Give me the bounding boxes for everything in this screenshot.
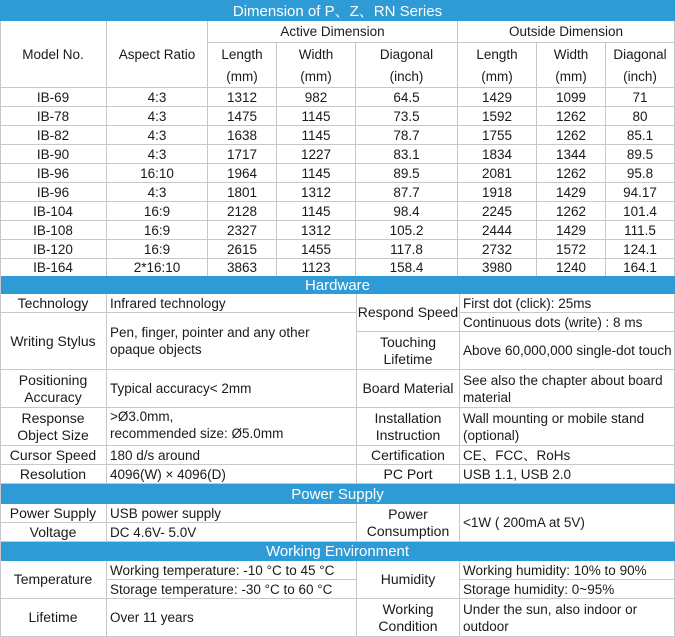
active-width-cell: 1145 (277, 164, 356, 183)
cursor-speed-label: Cursor Speed (0, 446, 107, 465)
touching-lifetime-value: Above 60,000,000 single-dot touch (460, 332, 675, 370)
active-length-cell: 1312 (208, 88, 277, 107)
model-cell: IB-120 (0, 240, 107, 259)
pc-port-label: PC Port (357, 465, 460, 484)
working-environment-band (0, 542, 675, 561)
active-diagonal-cell: 83.1 (356, 145, 458, 164)
working-condition-value: Under the sun, also indoor or outdoor (460, 599, 675, 637)
power-supply-label: Power Supply (0, 504, 107, 523)
outside-width-cell: 1240 (537, 259, 606, 276)
active-length-cell: 2128 (208, 202, 277, 221)
active-diagonal-cell: 89.5 (356, 164, 458, 183)
humidity-label: Humidity (357, 561, 460, 599)
outside-diagonal-unit: (inch) (606, 66, 675, 88)
model-cell: IB-104 (0, 202, 107, 221)
active-diagonal-unit: (inch) (356, 66, 458, 88)
outside-width-cell: 1572 (537, 240, 606, 259)
writing-stylus-label: Writing Stylus (0, 313, 107, 370)
power-consumption-value: <1W ( 200mA at 5V) (460, 504, 675, 542)
voltage-value: DC 4.6V- 5.0V (107, 523, 357, 542)
certification-value: CE、FCC、RoHs (460, 446, 675, 465)
active-width-cell: 1312 (277, 183, 356, 202)
outside-length-cell: 1429 (458, 88, 537, 107)
respond-speed-value-1: First dot (click): 25ms (460, 294, 675, 313)
working-environment-title: Working Environment (265, 543, 410, 560)
active-diagonal-cell: 73.5 (356, 107, 458, 126)
outer-left-border (0, 21, 1, 637)
active-width-cell: 1312 (277, 221, 356, 240)
outside-width-cell: 1099 (537, 88, 606, 107)
working-condition-label: Working Condition (357, 599, 460, 637)
outside-length-cell: 2245 (458, 202, 537, 221)
active-length-cell: 1964 (208, 164, 277, 183)
aspect-cell: 16:9 (107, 240, 208, 259)
active-width-cell: 1145 (277, 126, 356, 145)
writing-stylus-value: Pen, finger, pointer and any other opaque objects (107, 313, 357, 370)
outside-diagonal-cell: 124.1 (606, 240, 675, 259)
temperature-label: Temperature (0, 561, 107, 599)
model-header: Model No. (0, 21, 107, 88)
aspect-cell: 4:3 (107, 107, 208, 126)
pc-port-value: USB 1.1, USB 2.0 (460, 465, 675, 484)
model-cell: IB-90 (0, 145, 107, 164)
outside-width-cell: 1262 (537, 202, 606, 221)
board-material-value: See also the chapter about board material (460, 370, 675, 408)
power-supply-band (0, 484, 675, 504)
power-supply-title: Power Supply (291, 485, 384, 503)
active-width-cell: 1227 (277, 145, 356, 164)
response-object-value-line1: >Ø3.0mm, (110, 409, 174, 424)
lifetime-value: Over 11 years (107, 599, 357, 637)
model-cell: IB-96 (0, 164, 107, 183)
working-humidity-value: Working humidity: 10% to 90% (460, 561, 675, 580)
model-cell: IB-96 (0, 183, 107, 202)
model-cell: IB-108 (0, 221, 107, 240)
outside-length-cell: 1592 (458, 107, 537, 126)
outside-length-unit: (mm) (458, 66, 537, 88)
active-width-cell: 1455 (277, 240, 356, 259)
aspect-cell: 4:3 (107, 126, 208, 145)
outside-diagonal-cell: 164.1 (606, 259, 675, 276)
cursor-speed-value: 180 d/s around (107, 446, 357, 465)
storage-humidity-value: Storage humidity: 0~95% (460, 580, 675, 599)
active-diagonal-header: Diagonal (356, 43, 458, 66)
outside-length-header: Length (458, 43, 537, 66)
aspect-cell: 16:9 (107, 202, 208, 221)
active-length-cell: 3863 (208, 259, 277, 276)
aspect-header: Aspect Ratio (107, 21, 208, 88)
active-width-unit: (mm) (277, 66, 356, 88)
outside-width-cell: 1429 (537, 183, 606, 202)
outside-length-cell: 2732 (458, 240, 537, 259)
aspect-cell: 16:10 (107, 164, 208, 183)
aspect-cell: 4:3 (107, 183, 208, 202)
outside-width-cell: 1262 (537, 164, 606, 183)
installation-label: Installation Instruction (357, 408, 460, 446)
installation-value: Wall mounting or mobile stand (optional) (460, 408, 675, 446)
outside-diagonal-cell: 89.5 (606, 145, 675, 164)
positioning-value: Typical accuracy< 2mm (107, 370, 357, 408)
voltage-label: Voltage (0, 523, 107, 542)
active-length-unit: (mm) (208, 66, 277, 88)
power-consumption-label: Power Consumption (357, 504, 460, 542)
outside-diagonal-cell: 71 (606, 88, 675, 107)
outside-diagonal-cell: 111.5 (606, 221, 675, 240)
outside-diagonal-cell: 80 (606, 107, 675, 126)
model-cell: IB-78 (0, 107, 107, 126)
active-diagonal-cell: 98.4 (356, 202, 458, 221)
active-diagonal-cell: 78.7 (356, 126, 458, 145)
outside-length-cell: 2081 (458, 164, 537, 183)
technology-value: Infrared technology (107, 294, 357, 313)
active-width-header: Width (277, 43, 356, 66)
board-material-label: Board Material (357, 370, 460, 408)
active-length-cell: 1475 (208, 107, 277, 126)
power-supply-value: USB power supply (107, 504, 357, 523)
outside-width-header: Width (537, 43, 606, 66)
active-width-cell: 1145 (277, 202, 356, 221)
lifetime-label: Lifetime (0, 599, 107, 637)
dimension-title-band (0, 0, 675, 21)
active-length-cell: 2615 (208, 240, 277, 259)
active-width-cell: 1123 (277, 259, 356, 276)
working-temperature-value: Working temperature: -10 °C to 45 °C (107, 561, 357, 580)
hardware-band (0, 276, 675, 294)
active-diagonal-cell: 64.5 (356, 88, 458, 107)
model-cell: IB-164 (0, 259, 107, 276)
active-dimension-header: Active Dimension (208, 21, 458, 43)
active-diagonal-cell: 87.7 (356, 183, 458, 202)
outside-length-cell: 2444 (458, 221, 537, 240)
active-length-header: Length (208, 43, 277, 66)
outside-diagonal-header: Diagonal (606, 43, 675, 66)
outside-diagonal-cell: 95.8 (606, 164, 675, 183)
active-diagonal-cell: 158.4 (356, 259, 458, 276)
aspect-cell: 4:3 (107, 145, 208, 164)
response-object-value-line2: recommended size: Ø5.0mm (110, 426, 284, 441)
response-object-label: Response Object Size (0, 408, 107, 446)
respond-speed-label: Respond Speed (357, 294, 460, 332)
model-cell: IB-69 (0, 88, 107, 107)
dimension-title: Dimension of P、Z、RN Series (232, 3, 443, 20)
hardware-title: Hardware (304, 276, 371, 294)
resolution-label: Resolution (0, 465, 107, 484)
active-length-cell: 1801 (208, 183, 277, 202)
respond-speed-value-2: Continuous dots (write) : 8 ms (460, 313, 675, 332)
positioning-label: Positioning Accuracy (0, 370, 107, 408)
outside-width-unit: (mm) (537, 66, 606, 88)
outside-length-cell: 1918 (458, 183, 537, 202)
outside-width-cell: 1344 (537, 145, 606, 164)
aspect-cell: 2*16:10 (107, 259, 208, 276)
active-diagonal-cell: 117.8 (356, 240, 458, 259)
active-length-cell: 1717 (208, 145, 277, 164)
outside-length-cell: 3980 (458, 259, 537, 276)
outside-length-cell: 1755 (458, 126, 537, 145)
outside-width-cell: 1262 (537, 126, 606, 145)
aspect-cell: 16:9 (107, 221, 208, 240)
storage-temperature-value: Storage temperature: -30 °C to 60 °C (107, 580, 357, 599)
active-width-cell: 1145 (277, 107, 356, 126)
outside-length-cell: 1834 (458, 145, 537, 164)
certification-label: Certification (357, 446, 460, 465)
outside-diagonal-cell: 101.4 (606, 202, 675, 221)
outside-diagonal-cell: 85.1 (606, 126, 675, 145)
active-length-cell: 2327 (208, 221, 277, 240)
active-diagonal-cell: 105.2 (356, 221, 458, 240)
outside-width-cell: 1262 (537, 107, 606, 126)
resolution-value: 4096(W) × 4096(D) (107, 465, 357, 484)
outside-width-cell: 1429 (537, 221, 606, 240)
technology-label: Technology (0, 294, 107, 313)
active-length-cell: 1638 (208, 126, 277, 145)
aspect-cell: 4:3 (107, 88, 208, 107)
model-cell: IB-82 (0, 126, 107, 145)
touching-lifetime-label: Touching Lifetime (357, 332, 460, 370)
response-object-value (107, 408, 357, 446)
outside-dimension-header: Outside Dimension (458, 21, 675, 43)
outside-diagonal-cell: 94.17 (606, 183, 675, 202)
active-width-cell: 982 (277, 88, 356, 107)
